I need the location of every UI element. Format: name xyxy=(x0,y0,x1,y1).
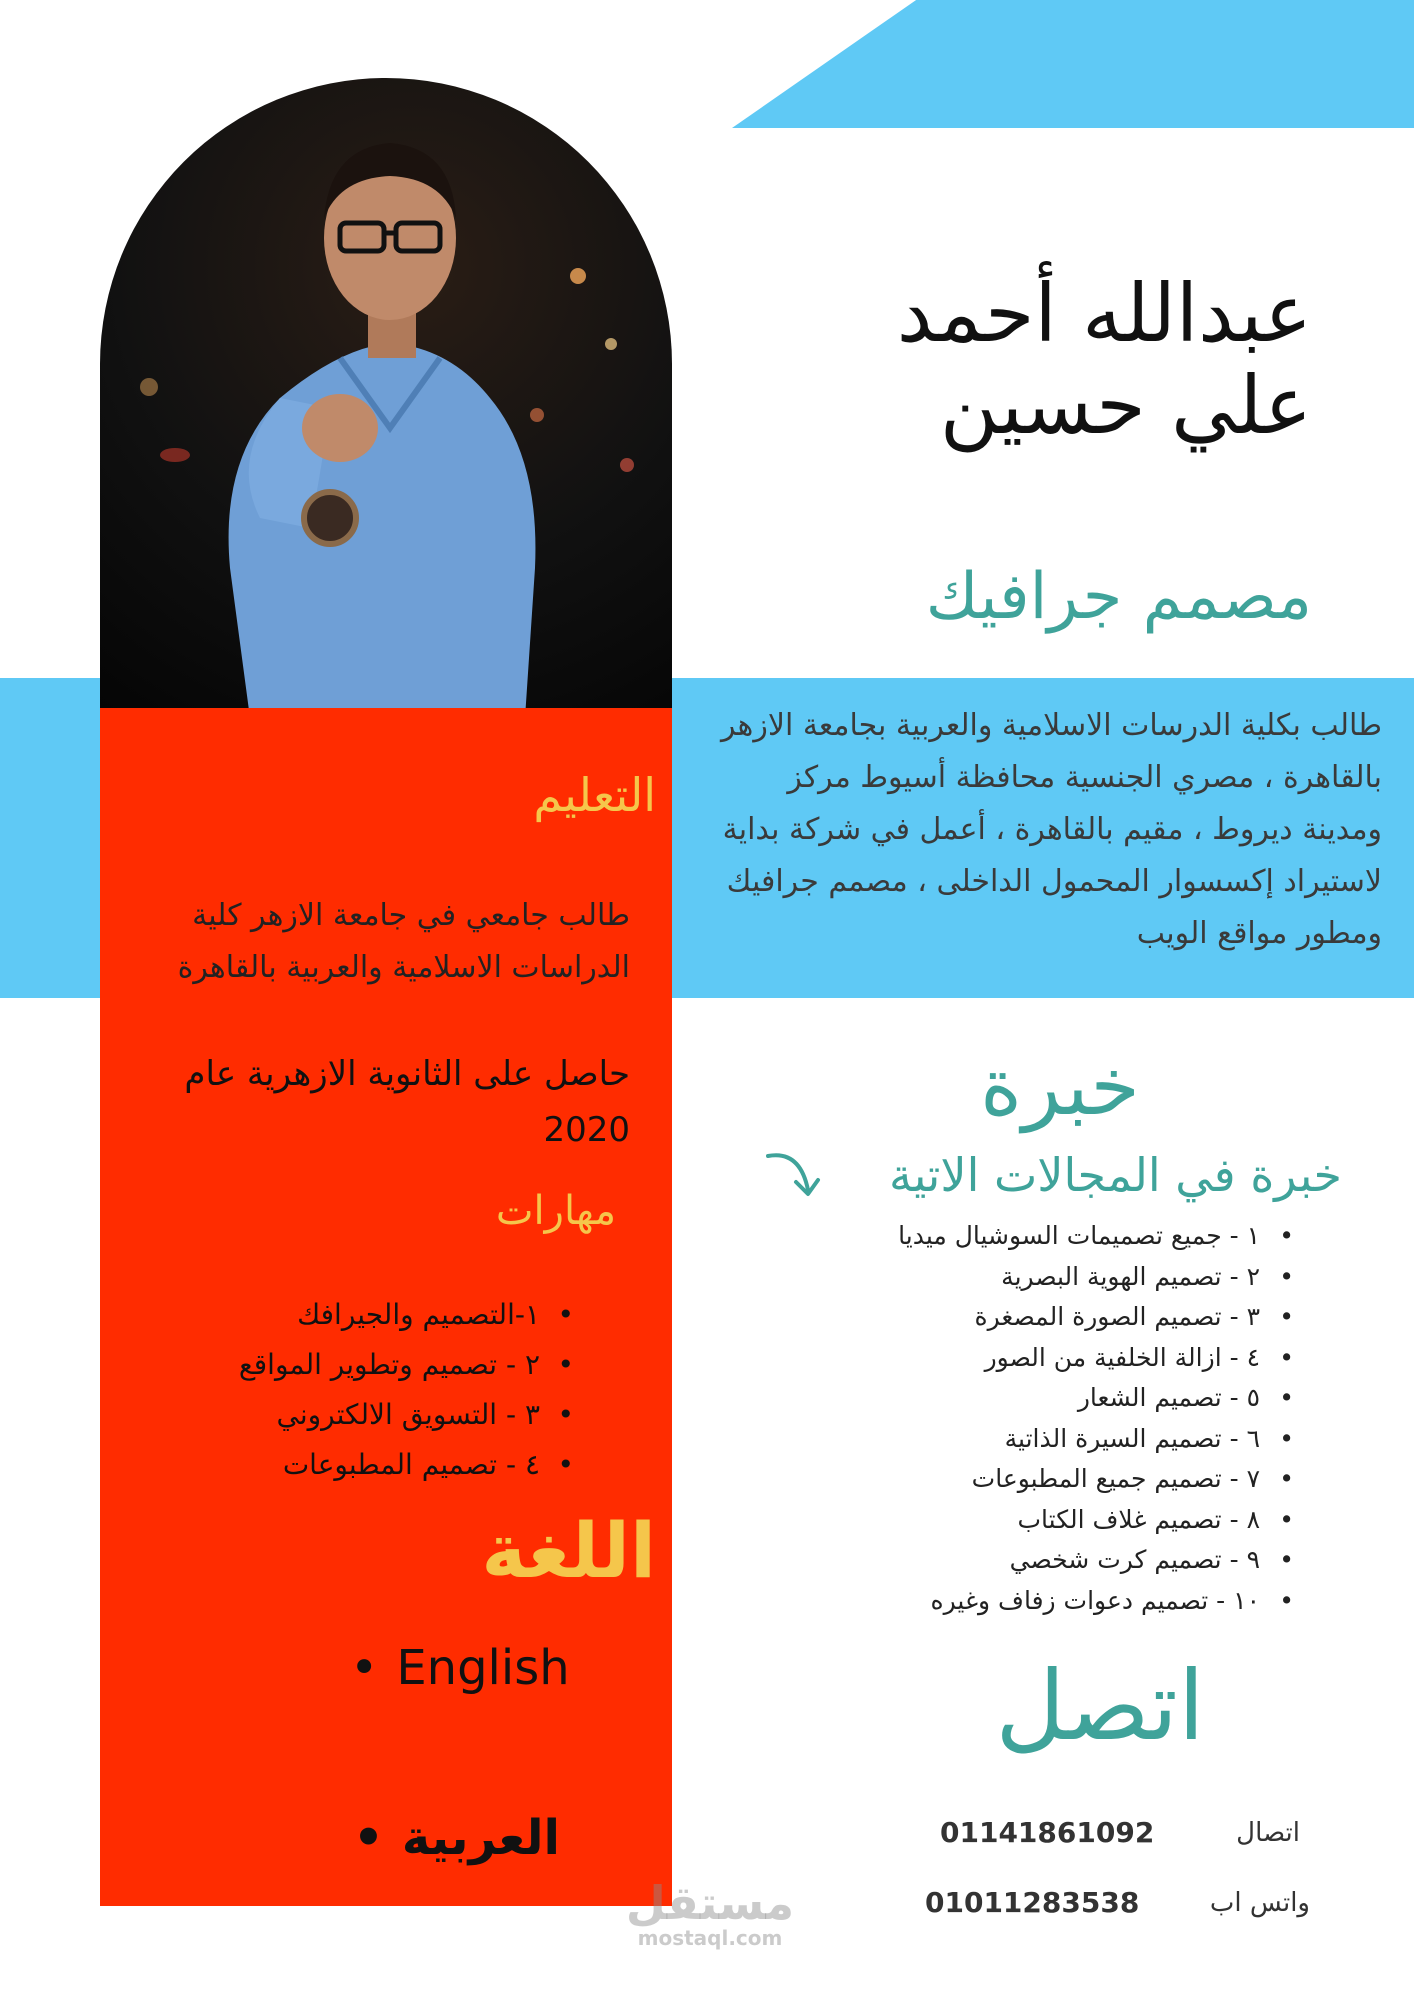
experience-subheading: خبرة في المجالات الاتية xyxy=(889,1148,1342,1202)
curved-arrow-icon xyxy=(760,1146,826,1204)
experience-list xyxy=(860,1216,1260,1621)
call-label: اتصال xyxy=(1236,1818,1300,1848)
watermark-site: mostaql.com xyxy=(637,1926,783,1950)
language-item-arabic: العربية• xyxy=(353,1810,560,1866)
experience-item: • ٧ - تصميم جميع المطبوعات xyxy=(860,1459,1260,1500)
full-name xyxy=(700,268,1312,452)
profile-photo xyxy=(100,78,672,708)
experience-item: • ١٠ - تصميم دعوات زفاف وغيره xyxy=(860,1581,1260,1622)
name-line-2: علي حسين xyxy=(939,359,1312,452)
experience-item: • ٥ - تصميم الشعار xyxy=(860,1378,1260,1419)
experience-item: • ٤ - ازالة الخلفية من الصور xyxy=(860,1338,1260,1379)
experience-item: • ٦ - تصميم السيرة الذاتية xyxy=(860,1419,1260,1460)
about-text: طالب بكلية الدرسات الاسلامية والعربية بجامعة الازهر بالقاهرة ، مصري الجنسية محافظة أسيوط مركز ومدينة ديروط ، مقيم بالقاهرة ، أعمل في شركة بداية لاستيراد إكسسوار المحمول الداخلى ، مصمم جرافيك ومطور مواقع الويب xyxy=(721,708,1382,951)
person-silhouette xyxy=(190,98,570,708)
skill-item: • ٤ - تصميم المطبوعات xyxy=(180,1440,540,1490)
education-heading: التعليم xyxy=(533,768,656,822)
call-number[interactable]: 01141861092 xyxy=(940,1816,1155,1849)
education-line-1: طالب جامعي في جامعة الازهر كلية الدراسات الاسلامية والعربية بالقاهرة xyxy=(177,898,630,985)
experience-heading: خبرة xyxy=(980,1040,1140,1133)
job-title: مصمم جرافيك xyxy=(925,560,1312,634)
skill-item: • ٣ - التسويق الالكتروني xyxy=(180,1390,540,1440)
whatsapp-number[interactable]: 01011283538 xyxy=(925,1886,1140,1919)
skills-heading: مهارات xyxy=(495,1188,616,1234)
watermark-brand: مستقل xyxy=(625,1876,795,1930)
language-list xyxy=(350,1640,670,1696)
language-item-english: • English xyxy=(350,1640,570,1696)
experience-item: • ٩ - تصميم كرت شخصي xyxy=(860,1540,1260,1581)
education-line-2: حاصل على الثانوية الازهرية عام 2020 xyxy=(184,1054,630,1150)
skill-item: • ١-التصميم والجيرافك xyxy=(180,1290,540,1340)
language-list-arabic xyxy=(250,1810,560,1866)
language-heading: اللغة xyxy=(481,1506,656,1595)
skill-item: • ٢ - تصميم وتطوير المواقع xyxy=(180,1340,540,1390)
name-line-1: عبدالله أحمد xyxy=(896,267,1312,360)
skills-list xyxy=(180,1290,540,1490)
experience-item: • ٢ - تصميم الهوية البصرية xyxy=(860,1257,1260,1298)
experience-item: • ٣ - تصميم الصورة المصغرة xyxy=(860,1297,1260,1338)
experience-item: • ٨ - تصميم غلاف الكتاب xyxy=(860,1500,1260,1541)
top-accent-shape xyxy=(732,0,1414,128)
watermark xyxy=(620,1876,800,1950)
whatsapp-label: واتس اب xyxy=(1209,1888,1310,1918)
contact-heading: اتصل xyxy=(995,1650,1205,1762)
experience-item: • ١ - جميع تصميمات السوشيال ميديا xyxy=(860,1216,1260,1257)
